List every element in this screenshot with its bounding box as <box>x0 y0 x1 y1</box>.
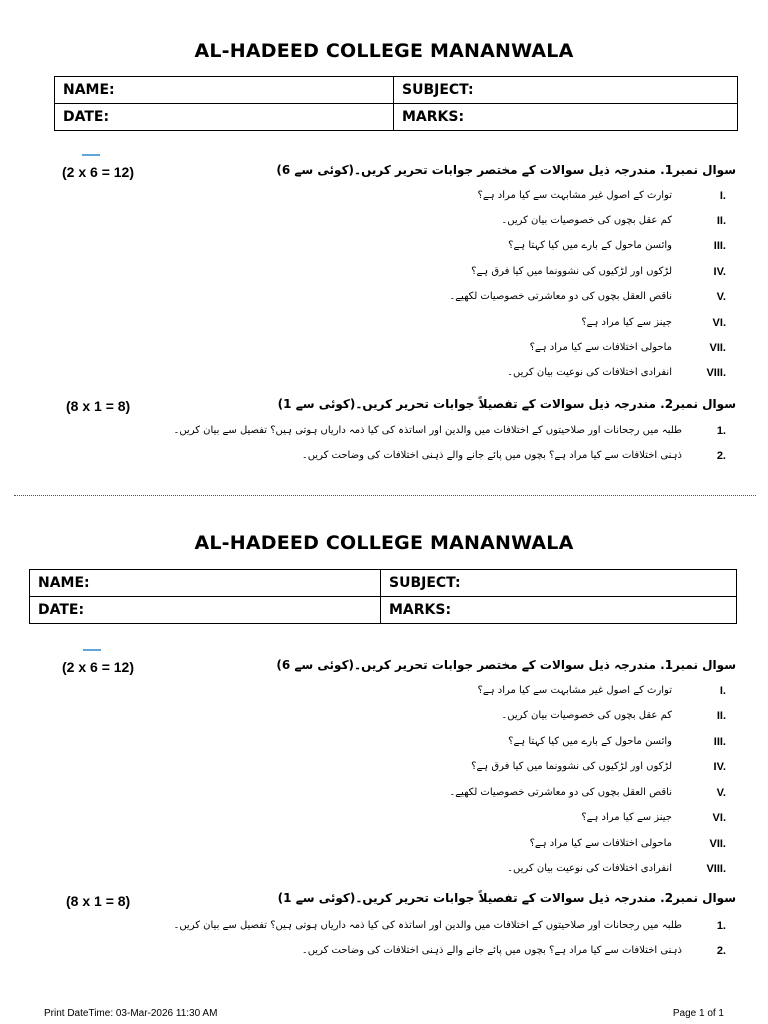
item-text: جینز سے کیا مراد ہے؟ <box>581 812 672 823</box>
item-text: توارث کے اصول غیر مشابہت سے کیا مراد ہے؟ <box>477 685 672 696</box>
item-text: طلبہ میں رجحانات اور صلاحیتوں کے اختلافات میں والدین اور اساتذہ کی کیا ذمہ داریاں ہوتی ہیں؟ تفصیل سے بیان کریں۔ <box>173 920 682 931</box>
q1-item <box>0 264 768 282</box>
item-text: ماحولی اختلافات سے کیا مراد ہے؟ <box>529 838 672 849</box>
item-text: لڑکوں اور لڑکیوں کی نشوونما میں کیا فرق ہے؟ <box>471 266 672 277</box>
item-text: کم عقل بچوں کی خصوصیات بیان کریں۔ <box>501 710 672 721</box>
q1-item <box>0 289 768 307</box>
q2-item <box>0 943 768 961</box>
q2-heading: سوال نمبر2. مندرجہ ذیل سوالات کے تفصیلاً جوابات تحریر کریں۔(کوئی سے 1) <box>277 397 736 411</box>
q1-item <box>0 836 768 854</box>
q1-item <box>0 861 768 879</box>
q2-heading: سوال نمبر2. مندرجہ ذیل سوالات کے تفصیلاً جوابات تحریر کریں۔(کوئی سے 1) <box>277 891 736 905</box>
print-datetime: Print DateTime: 03-Mar-2026 11:30 AM <box>44 1008 218 1019</box>
q1-item <box>0 708 768 726</box>
marks-field: MARKS: <box>394 104 738 131</box>
subject-field: SUBJECT: <box>381 570 737 597</box>
item-number: 2. <box>716 450 726 462</box>
blue-dash-mark <box>83 649 101 651</box>
item-text: طلبہ میں رجحانات اور صلاحیتوں کے اختلافات میں والدین اور اساتذہ کی کیا ذمہ داریاں ہوتی ہیں؟ تفصیل سے بیان کریں۔ <box>173 425 682 436</box>
q1-heading: سوال نمبر1. مندرجہ ذیل سوالات کے مختصر جوابات تحریر کریں۔(کوئی سے 6) <box>276 658 736 672</box>
q1-item <box>0 759 768 777</box>
item-text: لڑکوں اور لڑکیوں کی نشوونما میں کیا فرق ہے؟ <box>471 761 672 772</box>
cut-line-divider <box>14 495 756 496</box>
college-title: AL-HADEED COLLEGE MANANWALA <box>194 40 574 62</box>
item-number: IV. <box>713 266 726 278</box>
q1-marks: (2 x 6 = 12) <box>62 659 134 675</box>
q1-marks: (2 x 6 = 12) <box>62 164 134 180</box>
item-text: وائسن ماحول کے بارے میں کیا کہتا ہے؟ <box>508 240 672 251</box>
q1-item <box>0 683 768 701</box>
student-info-table <box>29 569 737 624</box>
q2-item <box>0 448 768 466</box>
page-number: Page 1 of 1 <box>672 1008 724 1019</box>
item-number: II. <box>716 215 726 227</box>
item-number: III. <box>713 240 726 252</box>
item-number: VI. <box>712 317 726 329</box>
name-field: NAME: <box>30 570 381 597</box>
item-text: ناقص العقل بچوں کی دو معاشرتی خصوصیات لکھیے۔ <box>449 291 672 302</box>
item-number: VII. <box>709 838 726 850</box>
q1-item <box>0 365 768 383</box>
subject-field: SUBJECT: <box>394 77 738 104</box>
date-field: DATE: <box>55 104 394 131</box>
item-text: وائسن ماحول کے بارے میں کیا کہتا ہے؟ <box>508 736 672 747</box>
q2-item <box>0 423 768 441</box>
q1-item <box>0 213 768 231</box>
item-number: VIII. <box>706 863 726 875</box>
item-number: 1. <box>716 425 726 437</box>
item-number: 1. <box>716 920 726 932</box>
item-number: I. <box>719 190 726 202</box>
item-number: IV. <box>713 761 726 773</box>
q1-item <box>0 734 768 752</box>
item-text: ذہنی اختلافات سے کیا مراد ہے؟ بچوں میں پائے جانے والے ذہنی اختلافات کی وضاحت کریں۔ <box>301 945 682 956</box>
q1-item <box>0 785 768 803</box>
item-text: توارث کے اصول غیر مشابہت سے کیا مراد ہے؟ <box>477 190 672 201</box>
q2-marks: (8 x 1 = 8) <box>66 398 131 414</box>
item-number: V. <box>716 787 726 799</box>
q2-item <box>0 918 768 936</box>
student-info-table <box>54 76 738 131</box>
q1-item <box>0 810 768 828</box>
item-number: 2. <box>716 945 726 957</box>
item-text: ذہنی اختلافات سے کیا مراد ہے؟ بچوں میں پائے جانے والے ذہنی اختلافات کی وضاحت کریں۔ <box>301 450 682 461</box>
item-number: VII. <box>709 342 726 354</box>
q1-item <box>0 315 768 333</box>
marks-field: MARKS: <box>381 597 737 624</box>
item-text: انفرادی اختلافات کی نوعیت بیان کریں۔ <box>507 367 672 378</box>
date-field: DATE: <box>30 597 381 624</box>
item-text: انفرادی اختلافات کی نوعیت بیان کریں۔ <box>507 863 672 874</box>
q1-item <box>0 238 768 256</box>
item-number: VIII. <box>706 367 726 379</box>
item-text: ناقص العقل بچوں کی دو معاشرتی خصوصیات لکھیے۔ <box>449 787 672 798</box>
item-number: VI. <box>712 812 726 824</box>
q1-heading: سوال نمبر1. مندرجہ ذیل سوالات کے مختصر جوابات تحریر کریں۔(کوئی سے 6) <box>276 163 736 177</box>
name-field: NAME: <box>55 77 394 104</box>
item-text: جینز سے کیا مراد ہے؟ <box>581 317 672 328</box>
blue-dash-mark <box>82 154 100 156</box>
q1-item <box>0 188 768 206</box>
college-title: AL-HADEED COLLEGE MANANWALA <box>194 532 574 554</box>
item-text: کم عقل بچوں کی خصوصیات بیان کریں۔ <box>501 215 672 226</box>
q2-marks: (8 x 1 = 8) <box>66 893 131 909</box>
item-number: I. <box>719 685 726 697</box>
item-number: III. <box>713 736 726 748</box>
q1-item <box>0 340 768 358</box>
item-number: V. <box>716 291 726 303</box>
item-text: ماحولی اختلافات سے کیا مراد ہے؟ <box>529 342 672 353</box>
item-number: II. <box>716 710 726 722</box>
